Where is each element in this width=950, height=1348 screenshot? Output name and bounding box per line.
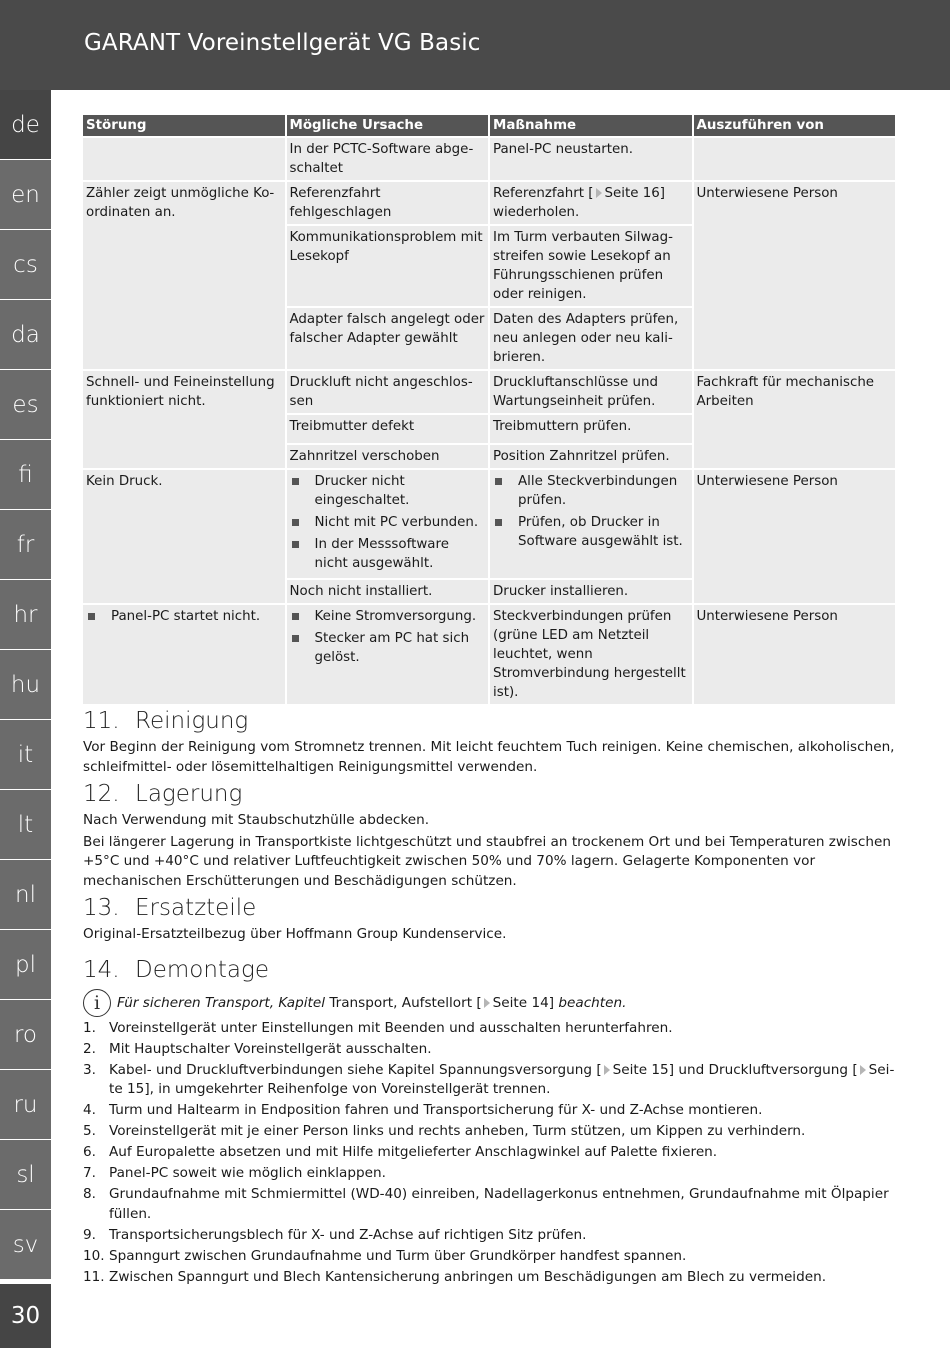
action-cell: Druckluftanschlüsse und Wartungseinheit prüfen. — [490, 369, 692, 413]
table-row — [83, 413, 895, 443]
page-reference-link[interactable]: Seite 16 — [604, 186, 660, 201]
section-title: Reinigung — [135, 708, 249, 734]
action-cell: Steckverbindungen prüfen (grüne LED am Netzteil leuchtet, wenn Stromverbindung hergestellt ist). — [490, 603, 692, 704]
table-row — [83, 578, 895, 603]
fault-cell: Schnell- und Feineinstellung funktioniert nicht. — [83, 369, 285, 413]
fault-cell: Zähler zeigt unmögliche Koordinaten an. — [83, 180, 285, 224]
section-title: Lagerung — [135, 781, 243, 807]
action-text: Referenzfahrt [ — [493, 186, 594, 201]
cause-cell: In der PCTC-Software abgeschaltet — [287, 136, 489, 180]
cause-cell — [287, 468, 489, 578]
responsible-cell — [694, 306, 896, 369]
list-item: 10. Spanngurt zwischen Grundaufnahme und Turm über Grundkörper handfest spannen. — [83, 1247, 687, 1264]
table-row — [83, 603, 895, 704]
lang-tab-ro[interactable]: ro — [0, 1000, 51, 1070]
list-item: 9. Transportsicherungsblech für X- und Z-Achse auf richtigen Sitz prüfen. — [83, 1226, 587, 1243]
section-number: 12. — [83, 781, 120, 807]
action-cell — [490, 180, 692, 224]
section-heading-lagerung — [83, 777, 899, 811]
page-reference-link[interactable]: Seite 15 — [109, 1061, 895, 1097]
list-item: Drucker nicht eingeschaltet. — [290, 472, 486, 510]
responsible-cell: Unterwiesene Person — [694, 180, 896, 224]
section-heading-reinigung — [83, 704, 899, 738]
main-content — [83, 115, 899, 1289]
table-row — [83, 468, 895, 578]
disassembly-steps — [83, 1019, 899, 1288]
table-header-row — [83, 115, 895, 136]
section-title: Ersatzteile — [135, 895, 257, 921]
fault-cell: Kein Druck. — [83, 468, 285, 578]
fault-cell — [83, 603, 285, 704]
lang-tab-en[interactable]: en — [0, 160, 51, 230]
cause-cell: Adapter falsch angelegt oder falscher Adapter gewählt — [287, 306, 489, 369]
list-item: 3. Kabel- und Druckluftverbindungen siehe Kapitel Spannungsversorgung [ Seite 15] und Druckluftversorgung [ Seite 15], in umgekehrter Reihenfolge von Voreinstellgerät trennen. — [83, 1061, 895, 1097]
list-item: 4. Turm und Haltearm in Endposition fahren und Transportsicherung für X- und Z-Achse montieren. — [83, 1102, 763, 1118]
responsible-cell — [694, 443, 896, 468]
table-row — [83, 180, 895, 224]
list-item: Prüfen, ob Drucker in Software ausgewählt ist. — [493, 513, 689, 551]
section-heading-demontage — [83, 953, 899, 987]
cause-list — [290, 472, 486, 573]
cause-cell: Druckluft nicht angeschlossen — [287, 369, 489, 413]
fault-cell — [83, 443, 285, 468]
action-cell — [490, 468, 692, 578]
page-reference-link[interactable]: Seite 14 — [492, 994, 549, 1011]
paragraph: Original-Ersatzteilbezug über Hoffmann Group Kundenservice. — [83, 926, 507, 942]
lang-tab-hu[interactable]: hu — [0, 650, 51, 720]
list-item: Alle Steckverbindungen prüfen. — [493, 472, 689, 510]
col-header-responsible: Auszuführen von — [694, 115, 896, 136]
table-row — [83, 136, 895, 180]
troubleshooting-table — [81, 115, 897, 704]
action-text: ] wiederholen. — [493, 186, 665, 220]
page-reference-link[interactable]: Seite 15 — [612, 1061, 669, 1078]
lang-tab-pl[interactable]: pl — [0, 930, 51, 1000]
section-heading-ersatzteile — [83, 891, 899, 925]
lang-tab-sl[interactable]: sl — [0, 1140, 51, 1210]
col-header-action: Maßnahme — [490, 115, 692, 136]
lang-tab-da[interactable]: da — [0, 300, 51, 370]
cause-cell: Referenzfahrt fehlgeschlagen — [287, 180, 489, 224]
page-number: 30 — [0, 1284, 51, 1348]
arrow-right-icon — [860, 1065, 866, 1075]
list-item: Keine Stromversorgung. — [290, 607, 486, 626]
fault-cell — [83, 306, 285, 369]
list-item: Panel-PC startet nicht. — [86, 607, 282, 626]
paragraph: Bei längerer Lagerung in Transportkiste lichtgeschützt und staubfrei an trockenem Ort und bei Temperaturen zwischen +5°C und +40°C und relativer Luftfeuchtigkeit zwischen 50% und 70% lagern. Gelagerte Komponenten vor mechanischen Erschütterungen und Beschädigungen schützen. — [83, 833, 891, 889]
cause-cell: Noch nicht installiert. — [287, 578, 489, 603]
table-row — [83, 224, 895, 306]
list-item: 2. Mit Hauptschalter Voreinstellgerät ausschalten. — [83, 1040, 432, 1057]
paragraph: Vor Beginn der Reinigung vom Stromnetz trennen. Mit leicht feuchtem Tuch reinigen. Keine chemischen, alkoholischen, schleifmittel- oder lösemittelhaltigen Reinigungsmittel verwenden. — [83, 739, 895, 775]
col-header-fault: Störung — [83, 115, 285, 136]
list-item: 1. Voreinstellgerät unter Einstellungen mit Beenden und ausschalten herunterfahren. — [83, 1019, 673, 1036]
page-header — [0, 0, 950, 90]
lang-tab-hr[interactable]: hr — [0, 580, 51, 650]
list-item: 8. Grundaufnahme mit Schmiermittel (WD-40) einreiben, Nadellagerkonus entnehmen, Grundaufnahme mit Ölpapier füllen. — [83, 1186, 889, 1222]
lang-tab-lt[interactable]: lt — [0, 790, 51, 860]
lang-tab-fr[interactable]: fr — [0, 510, 51, 580]
list-item: 5. Voreinstellgerät mit je einer Person links und rechts anheben, Turm stützen, um Kippen zu verhindern. — [83, 1123, 806, 1139]
responsible-cell — [694, 578, 896, 603]
language-sidebar — [0, 90, 51, 1280]
cause-cell: Zahnritzel verschoben — [287, 443, 489, 468]
lang-tab-sv[interactable]: sv — [0, 1210, 51, 1280]
info-icon: i — [83, 989, 111, 1017]
info-note — [83, 989, 899, 1017]
cause-cell: Treibmutter defekt — [287, 413, 489, 443]
lang-tab-ru[interactable]: ru — [0, 1070, 51, 1140]
cause-cell: Kommunikationsproblem mit Lesekopf — [287, 224, 489, 306]
action-cell: Treibmuttern prüfen. — [490, 413, 692, 443]
responsible-cell: Fachkraft für mechanische Arbeiten — [694, 369, 896, 413]
note-text: Für sicheren Transport, Kapitel Transport, Aufstellort [ Seite 14] beachten. — [117, 994, 627, 1011]
list-item: 6. Auf Europalette absetzen und mit Hilfe mitgelieferter Anschlagwinkel auf Palette fixieren. — [83, 1144, 718, 1160]
lang-tab-nl[interactable]: nl — [0, 860, 51, 930]
fault-cell — [83, 136, 285, 180]
section-number: 13. — [83, 895, 120, 921]
arrow-right-icon — [604, 1065, 610, 1075]
list-item: Nicht mit PC verbunden. — [290, 513, 486, 532]
lang-tab-cs[interactable]: cs — [0, 230, 51, 300]
cause-list — [290, 607, 486, 667]
list-item: 11. Zwischen Spanngurt und Blech Kantensicherung anbringen um Beschädigungen am Blech zu vermeiden. — [83, 1268, 827, 1285]
action-cell: Position Zahnritzel prüfen. — [490, 443, 692, 468]
responsible-cell: Unterwiesene Person — [694, 603, 896, 704]
lang-tab-es[interactable]: es — [0, 370, 51, 440]
lang-tab-de[interactable]: de — [0, 90, 51, 160]
responsible-cell — [694, 224, 896, 306]
action-cell: Drucker installieren. — [490, 578, 692, 603]
responsible-cell — [694, 136, 896, 180]
lang-tab-fi[interactable]: fi — [0, 440, 51, 510]
list-item: 7. Panel-PC soweit wie möglich einklappen. — [83, 1165, 386, 1181]
arrow-right-icon — [596, 188, 602, 198]
arrow-right-icon — [484, 998, 490, 1008]
list-item: Stecker am PC hat sich gelöst. — [290, 629, 486, 667]
paragraph: Nach Verwendung mit Staubschutzhülle abdecken. — [83, 812, 430, 828]
table-row — [83, 369, 895, 413]
list-item: In der Messsoftware nicht ausgewählt. — [290, 535, 486, 573]
table-row — [83, 306, 895, 369]
fault-cell — [83, 413, 285, 443]
fault-cell — [83, 224, 285, 306]
action-list — [493, 472, 689, 551]
fault-list — [86, 607, 282, 626]
action-cell: Panel-PC neustarten. — [490, 136, 692, 180]
cause-cell — [287, 603, 489, 704]
fault-cell — [83, 578, 285, 603]
section-number: 14. — [83, 956, 120, 983]
section-number: 11. — [83, 708, 120, 734]
action-cell: Im Turm verbauten Silwagstreifen sowie Lesekopf an Führungsschienen prüfen oder reinigen. — [490, 224, 692, 306]
section-title: Demontage — [135, 956, 269, 983]
lang-tab-it[interactable]: it — [0, 720, 51, 790]
table-row — [83, 443, 895, 468]
responsible-cell — [694, 413, 896, 443]
responsible-cell: Unterwiesene Person — [694, 468, 896, 578]
col-header-cause: Mögliche Ursache — [287, 115, 489, 136]
document-title: GARANT Voreinstellgerät VG Basic — [84, 30, 481, 56]
action-cell: Daten des Adapters prüfen, neu anlegen oder neu kalibrieren. — [490, 306, 692, 369]
